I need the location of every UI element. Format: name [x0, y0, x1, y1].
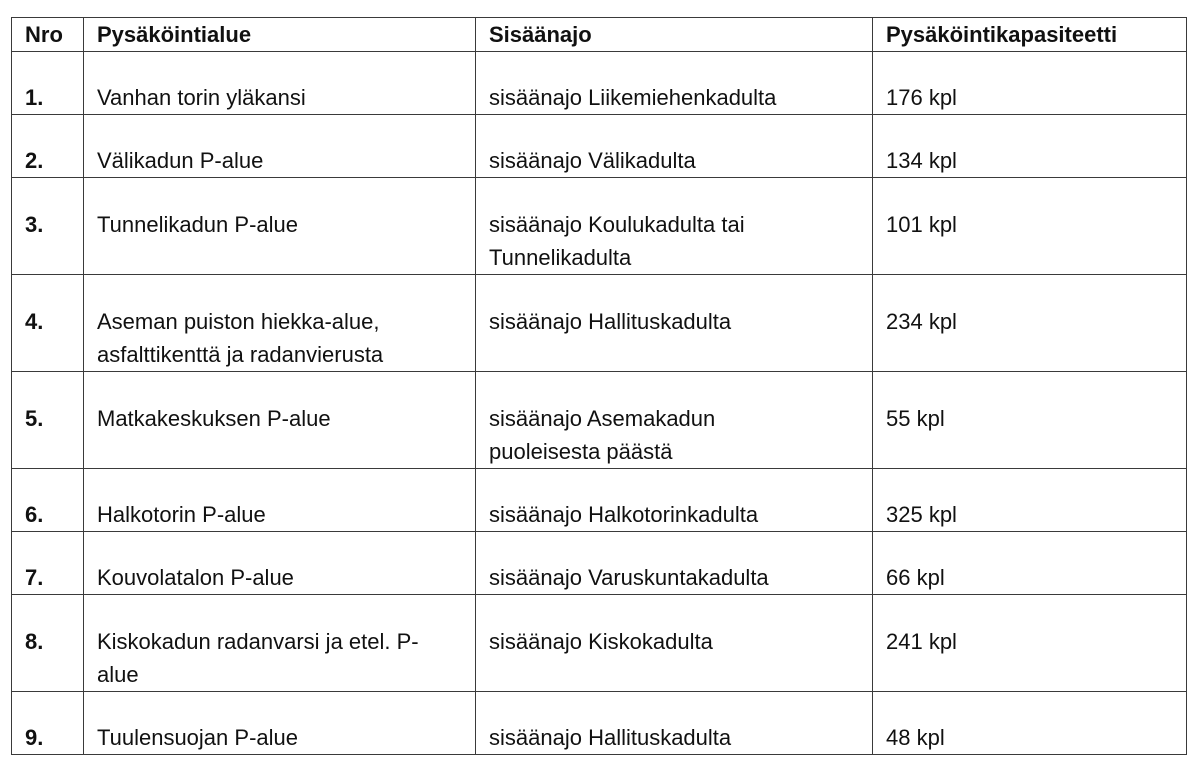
table-row	[12, 595, 1187, 692]
cell-entry: sisäänajo Halkotorinkadulta	[476, 469, 873, 532]
cell-area: Tuulensuojan P-alue	[84, 692, 476, 755]
cell-area: Halkotorin P-alue	[84, 469, 476, 532]
cell-nro: 7.	[12, 532, 84, 595]
cell-area: Tunnelikadun P-alue	[84, 178, 476, 275]
cell-capacity: 55 kpl	[873, 372, 1187, 469]
header-area: Pysäköintialue	[84, 18, 476, 52]
cell-capacity: 325 kpl	[873, 469, 1187, 532]
cell-entry: sisäänajo Välikadulta	[476, 115, 873, 178]
cell-capacity: 48 kpl	[873, 692, 1187, 755]
cell-nro: 2.	[12, 115, 84, 178]
table-row	[12, 115, 1187, 178]
cell-nro: 6.	[12, 469, 84, 532]
cell-entry: sisäänajo Kiskokadulta	[476, 595, 873, 692]
cell-nro: 9.	[12, 692, 84, 755]
cell-capacity: 234 kpl	[873, 275, 1187, 372]
header-entry: Sisäänajo	[476, 18, 873, 52]
table-row	[12, 469, 1187, 532]
table-row	[12, 178, 1187, 275]
cell-nro: 3.	[12, 178, 84, 275]
cell-entry: sisäänajo Hallituskadulta	[476, 275, 873, 372]
cell-entry: sisäänajo Liikemiehenkadulta	[476, 52, 873, 115]
cell-area: Kiskokadun radanvarsi ja etel. P-alue	[84, 595, 476, 692]
cell-area: Välikadun P-alue	[84, 115, 476, 178]
cell-nro: 5.	[12, 372, 84, 469]
cell-area: Vanhan torin yläkansi	[84, 52, 476, 115]
header-row	[12, 18, 1187, 52]
cell-nro: 4.	[12, 275, 84, 372]
cell-capacity: 66 kpl	[873, 532, 1187, 595]
cell-entry: sisäänajo Hallituskadulta	[476, 692, 873, 755]
header-nro: Nro	[12, 18, 84, 52]
table-row	[12, 52, 1187, 115]
table-row	[12, 372, 1187, 469]
table-row	[12, 275, 1187, 372]
table-row	[12, 532, 1187, 595]
cell-area: Kouvolatalon P-alue	[84, 532, 476, 595]
cell-capacity: 101 kpl	[873, 178, 1187, 275]
cell-nro: 1.	[12, 52, 84, 115]
cell-entry: sisäänajo Varuskuntakadulta	[476, 532, 873, 595]
cell-entry: sisäänajo Asemakadun puoleisesta päästä	[476, 372, 873, 469]
cell-nro: 8.	[12, 595, 84, 692]
table-row	[12, 692, 1187, 755]
cell-entry: sisäänajo Koulukadulta tai Tunnelikadulta	[476, 178, 873, 275]
cell-area: Matkakeskuksen P-alue	[84, 372, 476, 469]
cell-capacity: 134 kpl	[873, 115, 1187, 178]
cell-capacity: 241 kpl	[873, 595, 1187, 692]
cell-area: Aseman puiston hiekka-alue, asfalttikenttä ja radanvierusta	[84, 275, 476, 372]
cell-capacity: 176 kpl	[873, 52, 1187, 115]
header-capacity: Pysäköintikapasiteetti	[873, 18, 1187, 52]
parking-table	[11, 17, 1187, 755]
